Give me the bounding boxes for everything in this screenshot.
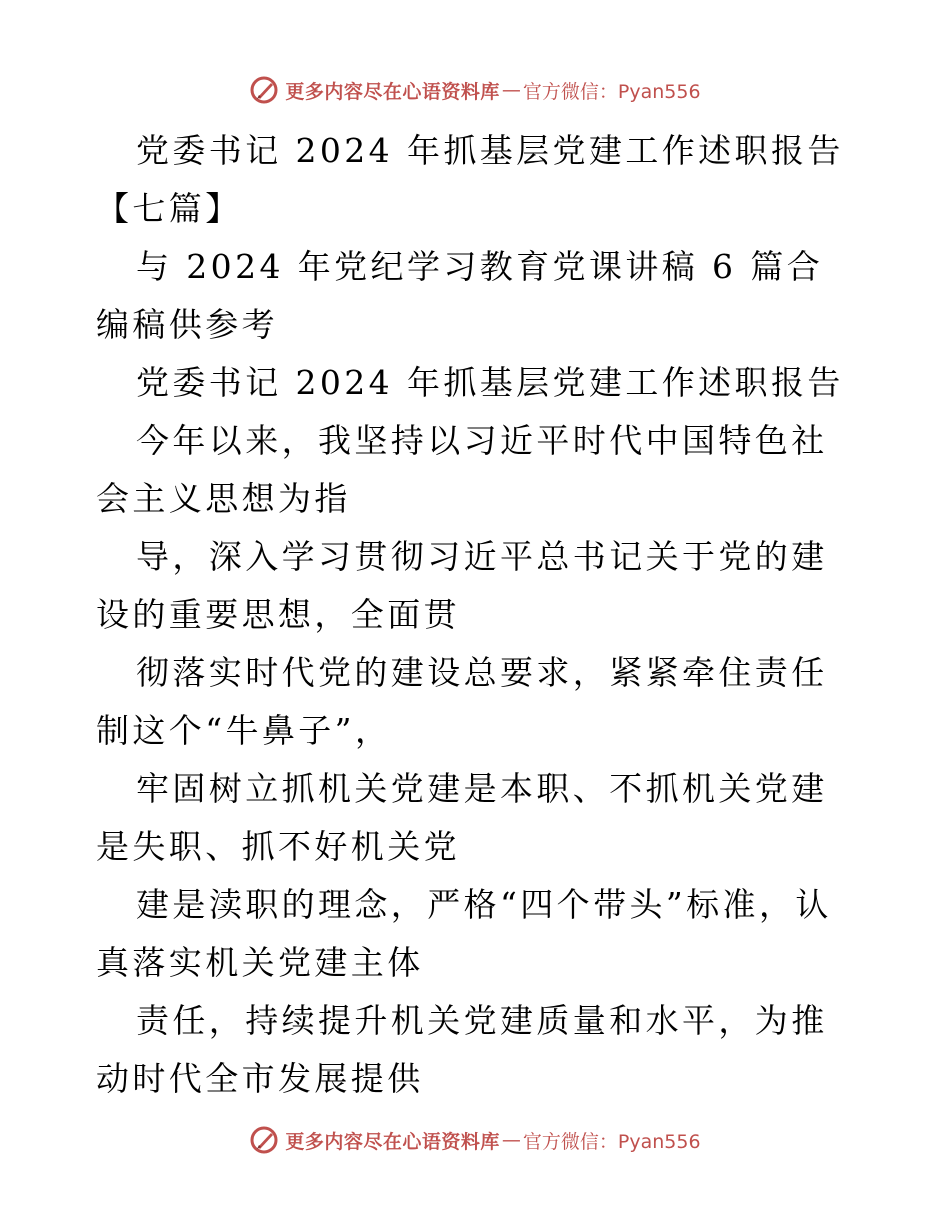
document-title: 党委书记 2024 年抓基层党建工作述职报告【七篇】 (96, 131, 844, 228)
watermark-wechat-text: 官方微信：Pyan556 (522, 80, 701, 103)
body-paragraph: 今年以来，我坚持以习近平时代中国特色社会主义思想为指 (96, 421, 828, 518)
watermark-wechat-text: 官方微信：Pyan556 (522, 1130, 701, 1153)
body-paragraph: 导，深入学习贯彻习近平总书记关于党的建设的重要思想，全面贯 (96, 537, 828, 634)
body-paragraph: 彻落实时代党的建设总要求，紧紧牵住责任制这个“牛鼻子”， (96, 653, 828, 750)
quill-circle-icon (249, 1125, 279, 1155)
watermark-separator: — (501, 79, 521, 101)
body-paragraph: 建是渎职的理念，严格“四个带头”标准，认真落实机关党建主体 (96, 885, 832, 982)
watermark-main-text: 更多内容尽在心语资料库 (285, 80, 500, 103)
body-paragraph: 责任，持续提升机关党建质量和水平，为推动时代全市发展提供 (96, 1001, 828, 1098)
section-heading: 党委书记 2024 年抓基层党建工作述职报告 (136, 363, 844, 402)
quill-circle-icon (249, 75, 279, 105)
watermark-main-text: 更多内容尽在心语资料库 (285, 1130, 500, 1153)
header-watermark (0, 70, 950, 110)
footer-watermark (0, 1120, 950, 1160)
document-body (96, 122, 856, 1108)
body-paragraph: 牢固树立抓机关党建是本职、不抓机关党建是失职、抓不好机关党 (96, 769, 828, 866)
watermark-separator: — (501, 1129, 521, 1151)
document-subtitle: 与 2024 年党纪学习教育党课讲稿 6 篇合编稿供参考 (96, 247, 824, 344)
